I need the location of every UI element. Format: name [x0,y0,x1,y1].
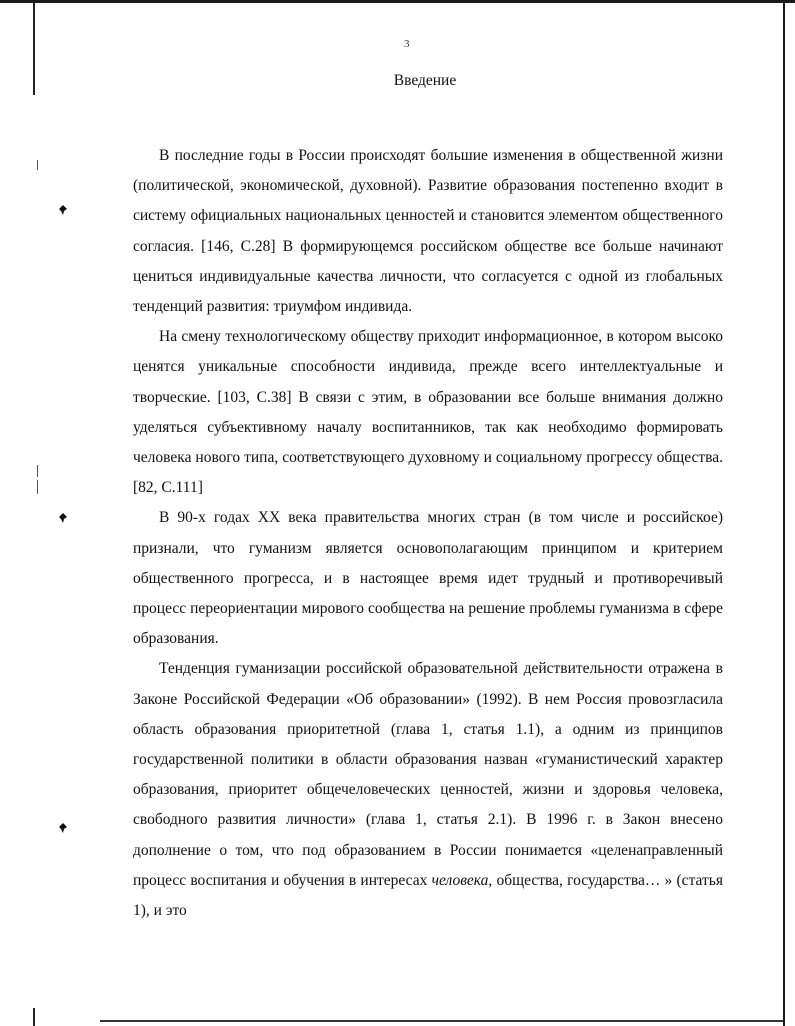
page-number: 3 [404,38,410,50]
paragraph [133,654,723,926]
paragraph-text: , общества, государства… » (статья 1), и это [133,871,723,920]
page-title: Введение [393,72,457,89]
scan-mark [37,480,38,494]
scan-mark [37,160,38,170]
scan-border-left-bottom [33,1008,35,1026]
binding-hole-icon [57,512,69,524]
scan-border-top [0,0,795,3]
paragraph: В 90-х годах XX века правительства многих стран (в том числе и российское) признали, что гуманизм является основополагающим принципом и критерием общественного прогресса, и в настоящее время идет трудный и противоречивый процесс переориентации мирового сообщества на решение проблемы гуманизма в сфере образования. [133,509,723,648]
binding-hole-icon [57,204,69,216]
italic-word: человека [431,871,489,889]
paragraph-text: Тенденция гуманизации российской образовательной действительности отражена в Законе Российской Федерации «Об образовании» (1992). В нем Россия провозгласила область образования приоритетной (глава 1, статья 1.1), а одним из принципов государственной политики в области образования назван «гуманистический характер образования, приоритет общечеловеческих ценностей, жизни и здоровья человека, свободного развития личности» (глава 1, статья 2.1). В 1996 г. в Закон внесено дополнение о том, что под образованием в России понимается «целенаправленный процесс воспитания и обучения в интересах [133,660,723,889]
scan-border-right [783,0,785,1026]
document-body [133,141,723,926]
scan-mark [37,465,38,477]
binding-hole-icon [57,822,69,834]
scan-border-bottom [100,1020,783,1022]
paragraph: На смену технологическому обществу приходит информационное, в котором высоко ценятся уникальные способности индивида, прежде всего интеллектуальные и творческие. [103, С.38] В связи с этим, в образовании все больше внимания должно уделяться субъективному началу воспитанников, так как необходимо формировать человека нового типа, соответствующего духовному и социальному прогрессу общества. [82, С.111] [133,328,723,497]
paragraph: В последние годы в России происходят большие изменения в общественной жизни (политической, экономической, духовной). Развитие образования постепенно входит в систему официальных национальных ценностей и становится элементом общественного согласия. [146, С.28] В формирующемся российском обществе все больше начинают цениться индивидуальные качества личности, что согласуется с одной из глобальных тенденций развития: триумфом индивида. [133,147,723,316]
